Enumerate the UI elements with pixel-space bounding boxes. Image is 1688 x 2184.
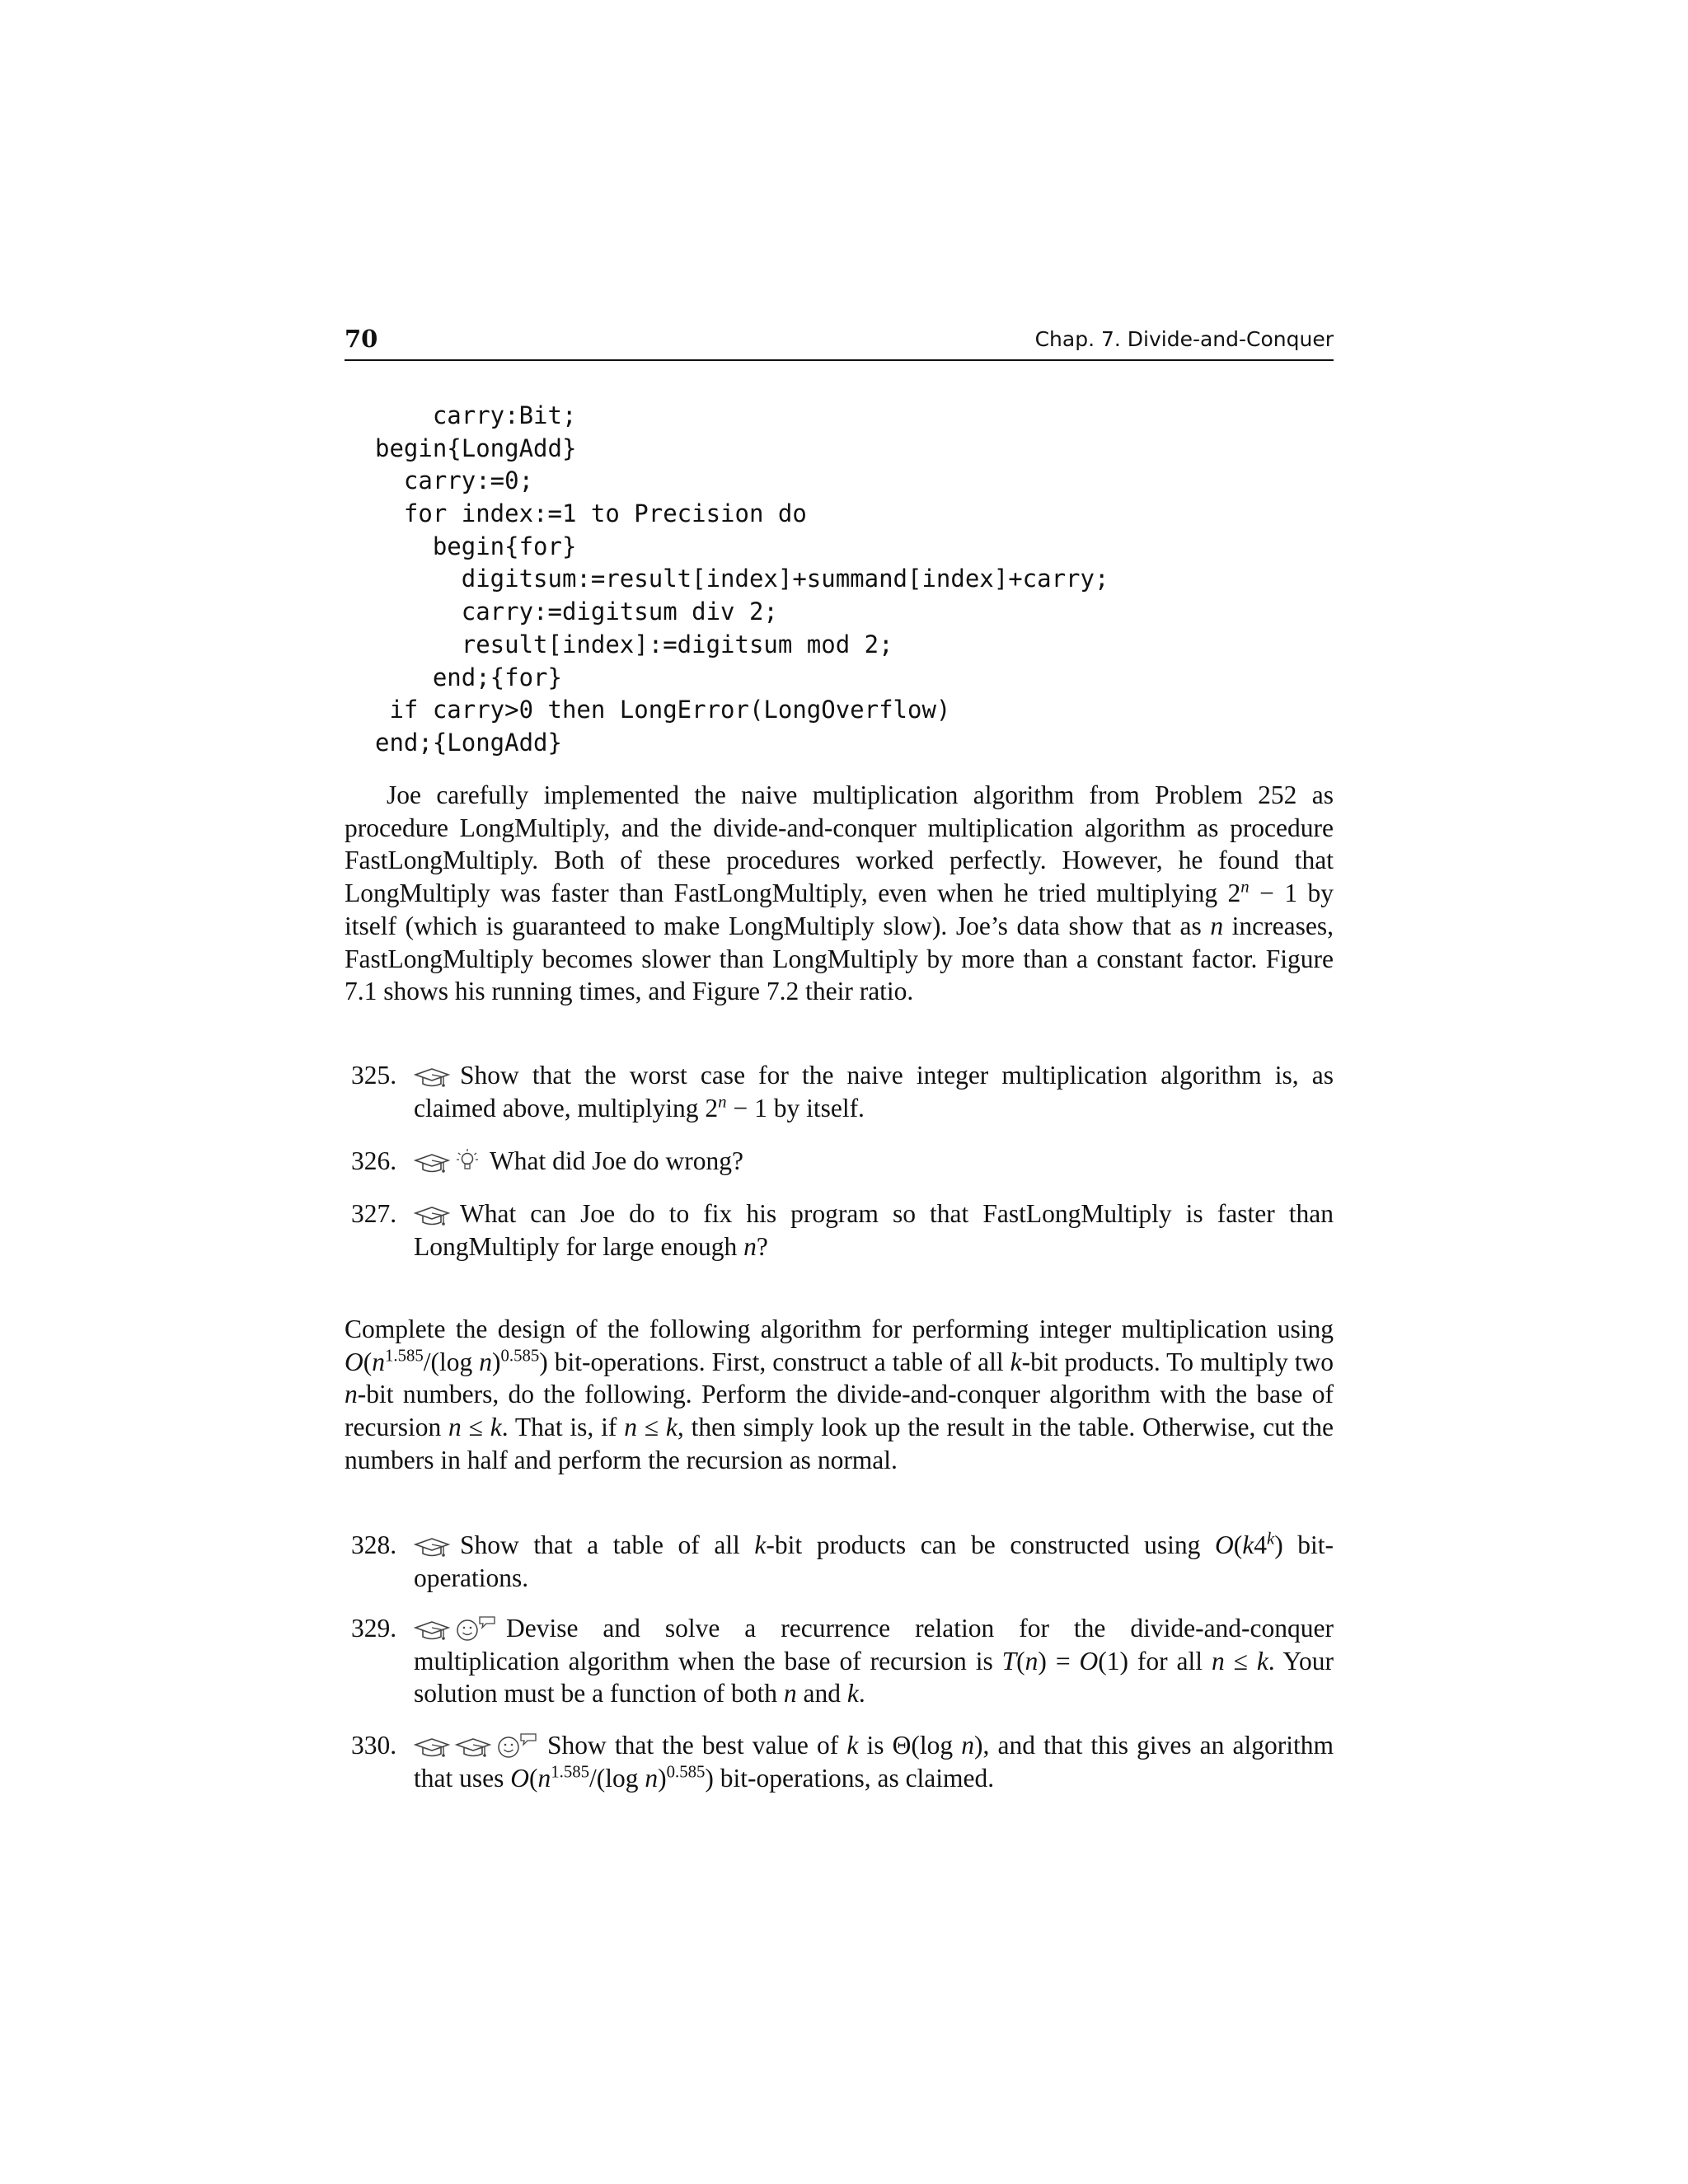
- problem-text: Devise and solve a recurrence relation for the divide-and-conquer multiplication algorithm when the base of recursion is T(n) = O(1) for all n ≤ k. Your solution must be a function of both n and k.: [414, 1614, 1334, 1708]
- mortarboard-icon: [414, 1067, 450, 1089]
- code-line: result[index]:=digitsum mod 2;: [375, 630, 893, 658]
- mortarboard-icon: [414, 1206, 450, 1227]
- problem-text: Show that the worst case for the naive integer multiplication algorithm is, as claimed above, multiplying $2^n - 1$ by itself.: [414, 1061, 1334, 1122]
- code-line: end;{for}: [375, 663, 562, 691]
- code-line: carry:Bit;: [375, 401, 577, 429]
- code-line: if carry>0 then LongError(LongOverflow): [375, 696, 951, 724]
- problem-number: 330.: [351, 1731, 397, 1760]
- code-line: end;{LongAdd}: [375, 728, 562, 757]
- problem-number: 327.: [351, 1199, 397, 1228]
- problem-330: [345, 1729, 1334, 1794]
- problem-number: 329.: [351, 1614, 397, 1643]
- code-listing: [375, 400, 1109, 760]
- paragraph-table-algorithm: Complete the design of the following algorithm for performing integer multiplication using $O(n^{1.585}/(\log$ n)$^{0.585}$) bit-operations. First, construct a table of all k-bit products. To multiply two n-bit numbers, do the following. Perform the divide-and-conquer algorithm with the base of recursion n ≤ k. That is, if n ≤ k, then simply look up the result in the table. Otherwise, cut the numbers in half and perform the recursion as normal.: [345, 1315, 1334, 1474]
- mortarboard-icon: [414, 1737, 450, 1759]
- mortarboard-icon: [414, 1153, 450, 1174]
- code-line: begin{for}: [375, 532, 577, 560]
- paragraph-joe: Joe carefully implemented the naive multiplication algorithm from Problem 252 as procedure LongMultiply, and the divide-and-conquer multiplication algorithm as procedure FastLongMultiply. Both of these procedures worked perfectly. However, he found that LongMultiply was faster than FastLongMultiply, even when he tried multiplying $2^n - 1$ by itself (which is guaranteed to make LongMultiply slow). Joe’s data show that as n increases, FastLongMultiply becomes slower than LongMultiply by more than a constant factor. Figure 7.1 shows his running times, and Figure 7.2 their ratio.: [345, 780, 1334, 1006]
- page-number: 70: [345, 325, 378, 353]
- problem-325: [345, 1059, 1334, 1124]
- problem-number: 328.: [351, 1530, 397, 1559]
- problem-328: [345, 1529, 1334, 1594]
- problem-text: What can Joe do to fix his program so that FastLongMultiply is faster than LongMultiply for large enough n?: [414, 1199, 1334, 1261]
- code-line: carry:=digitsum div 2;: [375, 598, 778, 626]
- problem-text: Show that the best value of k is Θ(log n), and that this gives an algorithm that uses $O(n^{1.585}/(\log$ n)$^{0.585}$) bit-operations, as claimed.: [414, 1731, 1334, 1793]
- page-header: [345, 325, 1334, 361]
- code-line: begin{LongAdd}: [375, 434, 577, 462]
- problem-326: [345, 1145, 1334, 1178]
- problem-text: Show that a table of all k-bit products can be constructed using O(k4$^k$) bit-operations.: [414, 1529, 1334, 1592]
- chapter-running-head: Chap. 7. Divide-and-Conquer: [1034, 327, 1334, 351]
- lightbulb-icon: [455, 1148, 480, 1174]
- problem-329: [345, 1612, 1334, 1710]
- code-line: for index:=1 to Precision do: [375, 499, 807, 528]
- problem-text: What did Joe do wrong?: [414, 1145, 1334, 1178]
- problem-number: 326.: [351, 1146, 397, 1175]
- mortarboard-icon: [414, 1620, 450, 1642]
- smiley-speech-icon: [496, 1732, 537, 1759]
- code-line: carry:=0;: [375, 466, 534, 495]
- problem-number: 325.: [351, 1061, 397, 1090]
- mortarboard-icon: [414, 1537, 450, 1558]
- smiley-speech-icon: [455, 1615, 496, 1642]
- mortarboard-icon: [455, 1737, 491, 1759]
- problem-327: [345, 1197, 1334, 1263]
- code-line: digitsum:=result[index]+summand[index]+carry;: [375, 565, 1109, 593]
